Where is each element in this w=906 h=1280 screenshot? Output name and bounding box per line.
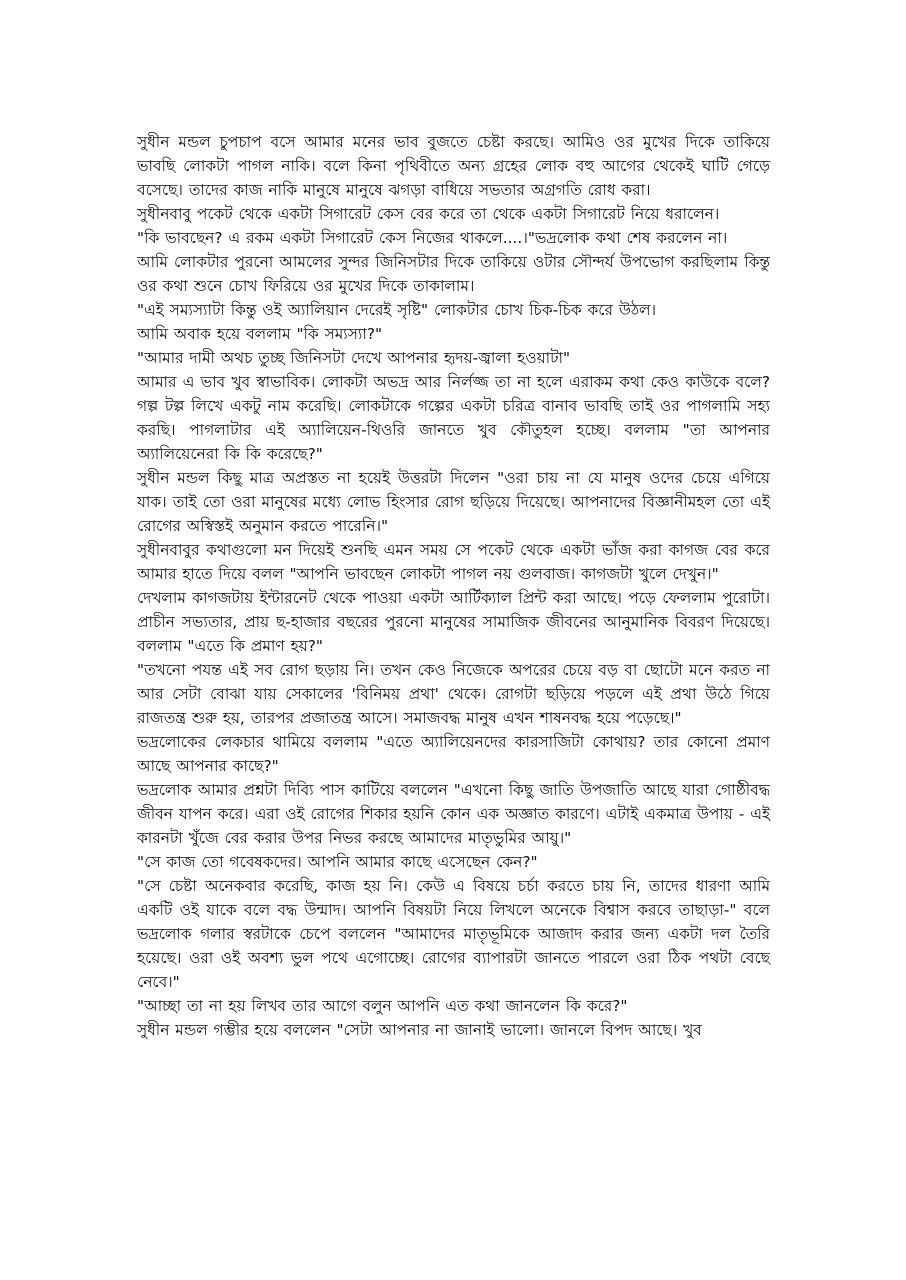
paragraph-7: "আমার দামী অথচ তুচ্ছ জিনিসটা দেখে আপনার হৃদয়-জ্বালা হওয়াটা"	[137, 349, 571, 367]
paragraph-5: "এই সম্যস্যাটা কিন্তু ওই অ্যালিয়ান দেরেই সৃষ্টি" লোকটার চোখ চিক-চিক করে উঠল।	[137, 301, 657, 319]
paragraph-2: সুধীনবাবু পকেট থেকে একটা সিগারেট কেস বের করে তা থেকে একটা সিগারেট নিয়ে ধরালেন।	[137, 205, 720, 223]
paragraph-8: আমার এ ভাব খুব স্বাভাবিক। লোকটা অভদ্র আর নির্লজ্জ তা না হলে এরাকম কথা কেও কাউকে বলে? গল্প টল্প লিখে একটু নাম করেছি। লোকটাকে গল্পের একটা চরিত্র বানাব ভাবছি তাই ওর পাগলামি সহ্য করছি। পাগলাটার এই অ্যালিয়েন-থিওরি জানতে খুব কৌতুহল হচ্ছে। বললাম "তা আপনার অ্যালিয়েনেরা কি কি করেছে?"	[137, 373, 770, 463]
paragraph-10: সুধীনবাবুর কথাগুলো মন দিয়েই শুনছি এমন সময় সে পকেট থেকে একটা ভাঁজ করা কাগজ বের করে আমার হাতে দিয়ে বলল "আপনি ভাবছেন লোকটা পাগল নয় গুলবাজ। কাগজটা খুলে দেখুন।"	[137, 541, 770, 583]
paragraph-4: আমি লোকটার পুরনো আমলের সুন্দর জিনিসটার দিকে তাকিয়ে ওটার সৌন্দর্য উপভোগ করছিলাম কিন্তু ওর কথা শুনে চোখ ফিরিয়ে ওর মুখের দিকে তাকালাম।	[137, 253, 770, 295]
paragraph-12: "তখনো পযন্ত এই সব রোগ ছড়ায় নি। তখন কেও নিজেকে অপরের চেয়ে বড় বা ছোটো মনে করত না আর সেটা বোঝা যায় সেকালের 'বিনিময় প্রথা' থেকে। রোগটা ছড়িয়ে পড়লে এই প্রথা উঠে গিয়ে রাজতন্ত্র শুরু হয়, তারপর প্রজাতন্ত্র আসে। সমাজবদ্ধ মানুষ এখন শাষনবদ্ধ হয়ে পড়েছে।"	[137, 661, 770, 727]
paragraph-18: সুধীন মন্ডল গম্ভীর হয়ে বললেন "সেটা আপনার না জানাই ভালো। জানলে বিপদ আছে। খুব	[137, 1021, 702, 1039]
paragraph-13: ভদ্রলোকের লেকচার থামিয়ে বললাম "এতে অ্যালিয়েনদের কারসাজিটা কোথায়? তার কোনো প্রমাণ আছে আপনার কাছে?"	[137, 733, 770, 775]
paragraph-15: "সে কাজ তো গবেষকদের। আপনি আমার কাছে এসেছেন কেন?"	[137, 853, 538, 871]
paragraph-9: সুধীন মন্ডল কিছু মাত্র অপ্রস্তত না হয়েই উত্তরটা দিলেন "ওরা চায় না যে মানুষ ওদের চেয়ে এগিয়ে যাক। তাই তো ওরা মানুষের মধ্যে লোভ হিংসার রোগ ছড়িয়ে দিয়েছে। আপনাদের বিজ্ঞানীমহল তো এই রোগের অস্বিস্তই অনুমান করতে পারেনি।"	[137, 469, 770, 535]
paragraph-17: "আচ্ছা তা না হয় লিখব তার আগে বলুন আপনি এত কথা জানলেন কি করে?"	[137, 997, 628, 1015]
paragraph-1: সুধীন মন্ডল চুপচাপ বসে আমার মনের ভাব বুজতে চেষ্টা করছে। আমিও ওর মুখের দিকে তাকিয়ে ভাবছি লোকটা পাগল নাকি। বলে কিনা পৃথিবীতে অন্য গ্রহের লোক বহু আগের থেকেই ঘাটি গেড়ে বসেছে। তাদের কাজ নাকি মানুষে মানুষে ঝগড়া বাধিয়ে সভতার অগ্রগতি রোধ করা।	[137, 133, 770, 199]
paragraph-14: ভদ্রলোক আমার প্রশ্নটা দিব্যি পাস কাটিয়ে বললেন "এখনো কিছু জাতি উপজাতি আছে যারা গোষ্ঠীবদ্ধ জীবন যাপন করে। এরা ওই রোগের শিকার হয়নি কোন এক অজ্ঞাত কারণে। এটাই একমাত্র উপায় - এই কারনটা খুঁজে বের করার উপর নিভর করছে আমাদের মাতৃভুমির আয়ু।"	[137, 781, 770, 847]
paragraph-11: দেখলাম কাগজটায় ইন্টারনেট থেকে পাওয়া একটা আর্টিক্যাল প্রিন্ট করা আছে। পড়ে ফেললাম পুরোটা। প্রাচীন সভ্যতার, প্রায় ছ-হাজার বছরের পুরনো মানুষের সামাজিক জীবনের আনুমানিক বিবরণ দিয়েছে। বললাম "এতে কি প্রমাণ হয়?"	[137, 589, 770, 655]
paragraph-16: "সে চেষ্টা অনেকবার করেছি, কাজ হয় নি। কেউ এ বিষয়ে চর্চা করতে চায় নি, তাদের ধারণা আমি একটি ওই যাকে বলে বদ্ধ উন্মাদ। আপনি বিষয়টা নিয়ে লিখলে অনেকে বিশ্বাস করবে তাছাড়া-" বলে ভদ্রলোক গলার স্বরটাকে চেপে বললেন "আমাদের মাতৃভূমিকে আজাদ করার জন্য একটা দল তৈরি হয়েছে। ওরা ওই অবশ্য ভুল পথে এগোচ্ছে। রোগের ব্যাপারটা জানতে পারলে ওরা ঠিক পথটা বেছে নেবে।"	[137, 877, 770, 991]
document-page	[137, 130, 770, 1042]
paragraph-3: "কি ভাবছেন? এ রকম একটা সিগারেট কেস নিজের থাকলে....।"ভদ্রলোক কথা শেষ করলেন না।	[137, 229, 728, 247]
paragraph-6: আমি অবাক হয়ে বললাম "কি সম্যস্যা?"	[137, 325, 383, 343]
